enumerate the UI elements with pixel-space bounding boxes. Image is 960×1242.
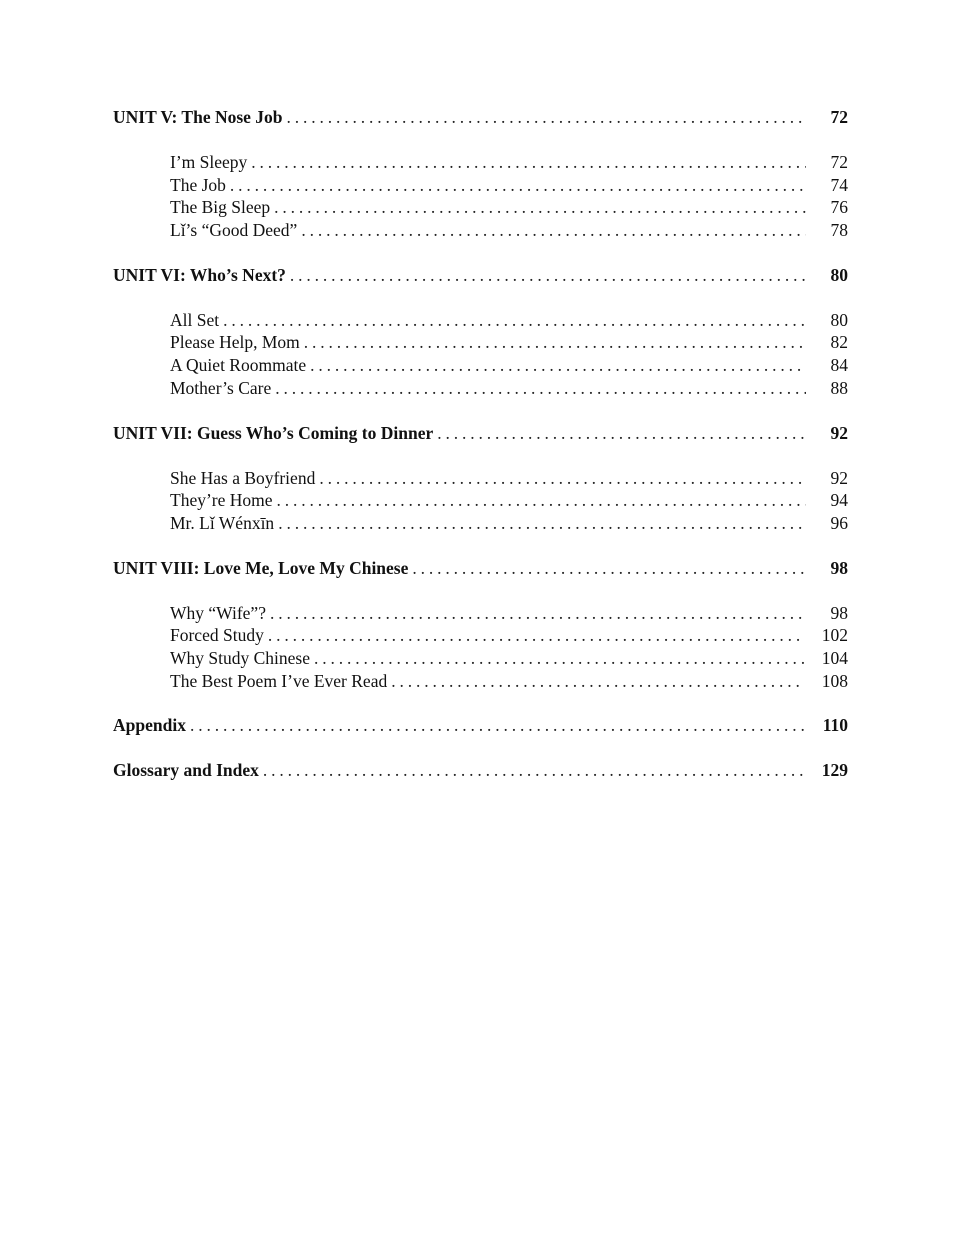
toc-entry[interactable] — [113, 467, 848, 490]
toc-page-number: 92 — [830, 422, 848, 443]
toc-entry-title: A Quiet Roommate — [170, 355, 307, 376]
dot-leader — [314, 647, 804, 670]
dot-leader — [268, 624, 804, 647]
dot-leader — [278, 512, 806, 535]
toc-unit-title: Glossary and Index — [113, 760, 259, 781]
toc-entry-title: I’m Sleepy — [170, 152, 248, 172]
toc-page-number: 74 — [830, 174, 848, 195]
toc-entry[interactable] — [113, 331, 848, 354]
toc-entry[interactable] — [113, 489, 848, 512]
dot-leader — [304, 331, 806, 354]
toc-entry[interactable] — [113, 219, 848, 242]
toc-entry[interactable] — [113, 602, 848, 625]
dot-leader — [274, 196, 806, 219]
toc-entry-title: Why Study Chinese — [170, 647, 310, 668]
toc-page-number: 102 — [821, 625, 848, 646]
toc-entry[interactable] — [113, 377, 848, 400]
toc-page-number: 129 — [821, 760, 848, 781]
dot-leader — [190, 714, 805, 737]
toc-entry-title: Please Help, Mom — [170, 332, 300, 353]
toc-unit-heading[interactable] — [113, 422, 848, 445]
toc-appendix-heading[interactable] — [113, 714, 848, 737]
toc-entry-title: Mr. Lǐ Wénxīn — [170, 512, 275, 533]
toc-unit-title: UNIT VI: Who’s Next? — [113, 264, 286, 285]
toc-unit-heading[interactable] — [113, 106, 848, 129]
dot-leader — [310, 354, 806, 377]
toc-page-number: 72 — [830, 107, 848, 127]
toc-page-number: 78 — [830, 220, 848, 241]
toc-entry[interactable] — [113, 196, 848, 219]
toc-entry[interactable] — [113, 647, 848, 670]
toc-page-number: 108 — [821, 670, 848, 691]
toc-section — [113, 106, 848, 242]
dot-leader — [319, 467, 806, 490]
dot-leader — [275, 377, 806, 400]
toc-unit-title: UNIT V: The Nose Job — [113, 107, 283, 127]
dot-leader — [290, 264, 806, 287]
dot-leader — [230, 174, 806, 197]
toc-entry-title: The Big Sleep — [170, 197, 271, 218]
toc-page-number: 94 — [830, 490, 848, 511]
toc-unit-title: UNIT VIII: Love Me, Love My Chinese — [113, 557, 409, 578]
toc-page-number: 80 — [830, 309, 848, 330]
toc-entry-title: The Job — [170, 174, 226, 195]
dot-leader — [251, 151, 806, 174]
dot-leader — [223, 309, 806, 332]
dot-leader — [391, 670, 804, 693]
dot-leader — [263, 759, 804, 782]
toc-page-number: 110 — [822, 715, 848, 736]
toc-page-number: 84 — [830, 355, 848, 376]
dot-leader — [437, 422, 806, 445]
dot-leader — [270, 602, 806, 625]
toc-section — [113, 557, 848, 693]
dot-leader — [277, 489, 806, 512]
toc-entry-title: All Set — [170, 309, 220, 330]
toc-entry-title: The Best Poem I’ve Ever Read — [170, 670, 388, 691]
toc-entry[interactable] — [113, 174, 848, 197]
toc-section — [113, 264, 848, 400]
toc-entry[interactable] — [113, 670, 848, 693]
table-of-contents — [113, 106, 848, 804]
dot-leader — [412, 557, 806, 580]
toc-page-number: 96 — [830, 512, 848, 533]
toc-unit-heading[interactable] — [113, 557, 848, 580]
toc-entry[interactable] — [113, 309, 848, 332]
toc-page-number: 72 — [830, 152, 848, 172]
dot-leader — [287, 106, 806, 129]
toc-entry-title: Forced Study — [170, 625, 264, 646]
toc-entry-title: Mother’s Care — [170, 377, 272, 398]
toc-entry-title: Lǐ’s “Good Deed” — [170, 220, 298, 241]
toc-page-number: 80 — [830, 264, 848, 285]
toc-page-number: 92 — [830, 467, 848, 488]
toc-page-number: 98 — [830, 557, 848, 578]
toc-unit-title: Appendix — [113, 715, 186, 736]
toc-page-number: 76 — [830, 197, 848, 218]
toc-entry[interactable] — [113, 512, 848, 535]
dot-leader — [301, 219, 806, 242]
toc-page-number: 104 — [821, 647, 848, 668]
toc-entry-title: She Has a Boyfriend — [170, 467, 316, 488]
toc-entry[interactable] — [113, 624, 848, 647]
toc-page-number: 88 — [830, 377, 848, 398]
toc-unit-title: UNIT VII: Guess Who’s Coming to Dinner — [113, 422, 434, 443]
toc-entry[interactable] — [113, 151, 848, 174]
toc-section — [113, 422, 848, 535]
toc-unit-heading[interactable] — [113, 264, 848, 287]
toc-page-number: 98 — [830, 602, 848, 623]
toc-entry[interactable] — [113, 354, 848, 377]
toc-entry-title: Why “Wife”? — [170, 602, 266, 623]
toc-glossary-heading[interactable] — [113, 759, 848, 782]
toc-page-number: 82 — [830, 332, 848, 353]
toc-entry-title: They’re Home — [170, 490, 273, 511]
